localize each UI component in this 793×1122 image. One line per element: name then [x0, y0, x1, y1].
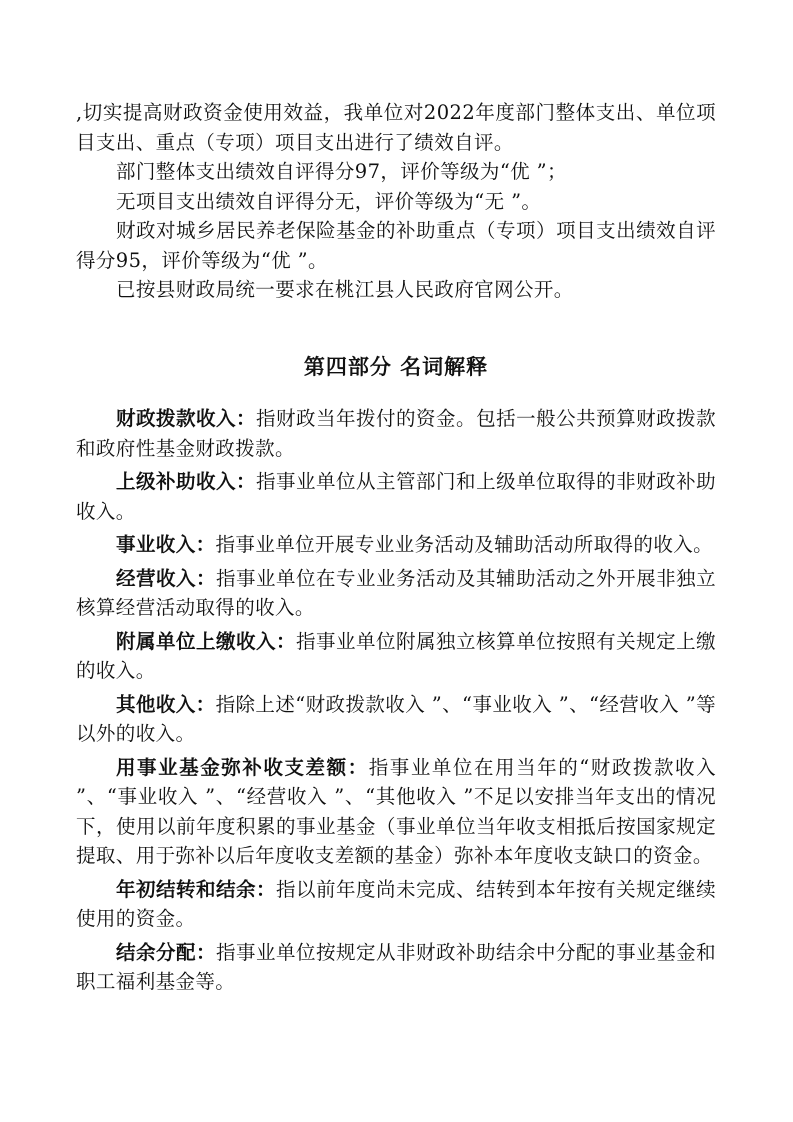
paragraph-self-evaluation: ,切实提高财政资金使用效益，我单位对2022年度部门整体支出、单位项目支出、重点（专项）项目支出进行了绩效自评。	[76, 101, 716, 154]
paragraph-project-score: 无项目支出绩效自评得分无，评价等级为“无 ”。	[116, 189, 542, 213]
definition-text: 指事业单位在用当年的“财政拨款收入 ”、“事业收入 ”、“经营收入 ”、“其他收入 ”不足以安排当年支出的情况下，使用以前年度积累的事业基金（事业单位当年收支相抵后按国家规定提取、用于弥补以后年度收支差额的基金）弥补本年度收支缺口的资金。	[76, 755, 716, 867]
paragraph-special-score: 财政对城乡居民养老保险基金的补助重点（专项）项目支出绩效自评得分95，评价等级为“优 ”。	[76, 219, 716, 272]
definition-item	[76, 938, 716, 997]
definition-text: 指财政当年拨付的资金。包括一般公共预算财政拨款和政府性基金财政拨款。	[76, 407, 716, 460]
definition-term: 财政拨款收入：	[116, 407, 257, 430]
definition-term: 其他收入：	[116, 692, 216, 716]
definition-text: 指除上述“财政拨款收入 ”、“事业收入 ”、“经营收入 ”等以外的收入。	[76, 692, 716, 745]
definition-item	[76, 875, 716, 934]
paragraph-publication: 已按县财政局统一要求在桃江县人民政府官网公开。	[116, 278, 574, 301]
definition-item	[76, 404, 716, 463]
definition-term: 事业收入：	[116, 533, 216, 556]
definition-text: 指事业单位开展专业业务活动及辅助活动所取得的收入。	[215, 533, 714, 556]
definition-item	[76, 690, 716, 749]
definition-text: 指事业单位从主管部门和上级单位取得的非财政补助收入。	[76, 470, 716, 523]
definition-term: 附属单位上缴收入：	[116, 629, 297, 653]
definition-item	[76, 564, 716, 623]
definition-item	[76, 530, 716, 560]
document-page	[76, 98, 716, 1001]
definition-term: 结余分配：	[116, 940, 217, 964]
definition-term: 年初结转和结余：	[116, 877, 277, 901]
definition-text: 指事业单位按规定从非财政补助结余中分配的事业基金和职工福利基金等。	[76, 940, 716, 993]
definition-text: 指以前年度尚未完成、结转到本年按有关规定继续使用的资金。	[76, 877, 716, 930]
definition-term: 上级补助收入：	[116, 470, 257, 493]
definition-text: 指事业单位在专业业务活动及其辅助活动之外开展非独立核算经营活动取得的收入。	[76, 566, 716, 619]
definition-item	[76, 467, 716, 526]
definition-term: 经营收入：	[116, 566, 217, 590]
paragraph-dept-score: 部门整体支出绩效自评得分97，评价等级为“优 ”；	[116, 160, 567, 183]
definition-item	[76, 753, 716, 871]
definition-item	[76, 627, 716, 686]
section-heading: 第四部分 名词解释	[303, 354, 489, 379]
definition-term: 用事业基金弥补收支差额：	[116, 755, 369, 779]
definition-text: 指事业单位附属独立核算单位按照有关规定上缴的收入。	[76, 629, 716, 682]
